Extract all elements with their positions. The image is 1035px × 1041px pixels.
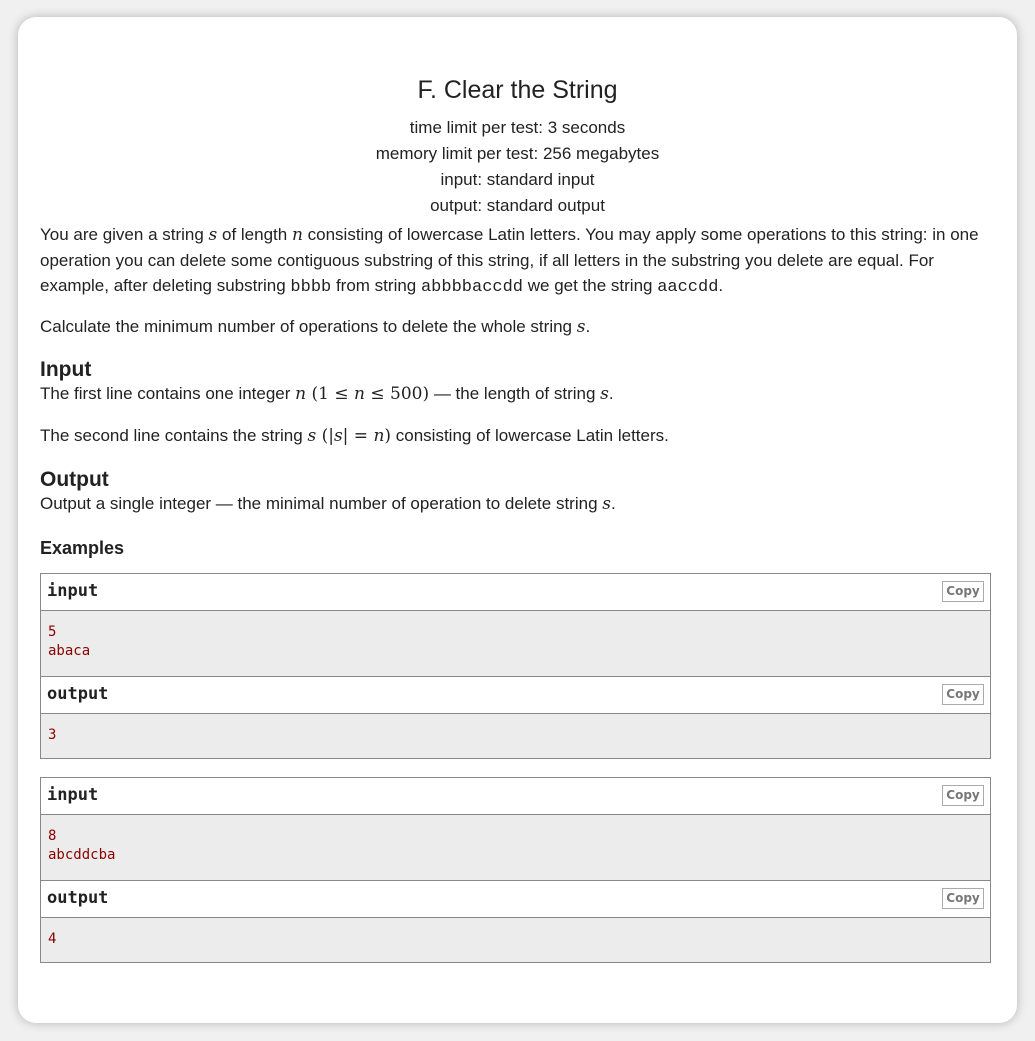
output-spec: output: standard output xyxy=(430,196,605,215)
example-output-label: output xyxy=(47,888,109,908)
problem-card xyxy=(18,17,1017,1023)
example-output-content: 4 xyxy=(41,918,990,962)
example-1 xyxy=(40,573,991,759)
example-output-content: 3 xyxy=(41,714,990,758)
input-line-2: The second line contains the string s (|s| = n) consisting of lowercase Latin letters. xyxy=(40,426,669,446)
time-limit: time limit per test: 3 seconds xyxy=(409,118,626,137)
example-input-content: 8 abcddcba xyxy=(41,815,990,881)
example-output-label: output xyxy=(47,684,109,704)
output-line-1: Output a single integer — the minimal number of operation to delete string s. xyxy=(40,494,616,514)
input-line-1: The first line contains one integer n (1 ≤ n ≤ 500) — the length of string s. xyxy=(40,384,614,404)
input-heading: Input xyxy=(40,358,92,381)
problem-title: F. Clear the String xyxy=(417,76,618,104)
copy-output-button[interactable]: Copy xyxy=(942,888,984,909)
example-output-header xyxy=(41,677,990,714)
example-input-label: input xyxy=(47,785,99,805)
example-input-content: 5 abaca xyxy=(41,611,990,677)
copy-output-button[interactable]: Copy xyxy=(942,684,984,705)
copy-input-button[interactable]: Copy xyxy=(942,581,984,602)
example-2 xyxy=(40,777,991,963)
statement-paragraph-2: Calculate the minimum number of operations to delete the whole string s. xyxy=(40,317,591,337)
example-input-header xyxy=(41,778,990,815)
memory-limit: memory limit per test: 256 megabytes xyxy=(375,144,660,163)
example-input-header xyxy=(41,574,990,611)
examples-heading: Examples xyxy=(40,538,125,558)
example-input-label: input xyxy=(47,581,99,601)
copy-input-button[interactable]: Copy xyxy=(942,785,984,806)
statement-paragraph-1: You are given a string s of length n consisting of lowercase Latin letters. You may apply some operations to this string: in one operation you can delete some contiguous substring of this string, if all letters in the substring you delete are equal. For example, after deleting substring bbbb from string abbbbaccdd we get the string aaccdd. xyxy=(40,225,979,297)
output-heading: Output xyxy=(40,468,109,491)
input-spec: input: standard input xyxy=(440,170,595,189)
example-output-header xyxy=(41,881,990,918)
